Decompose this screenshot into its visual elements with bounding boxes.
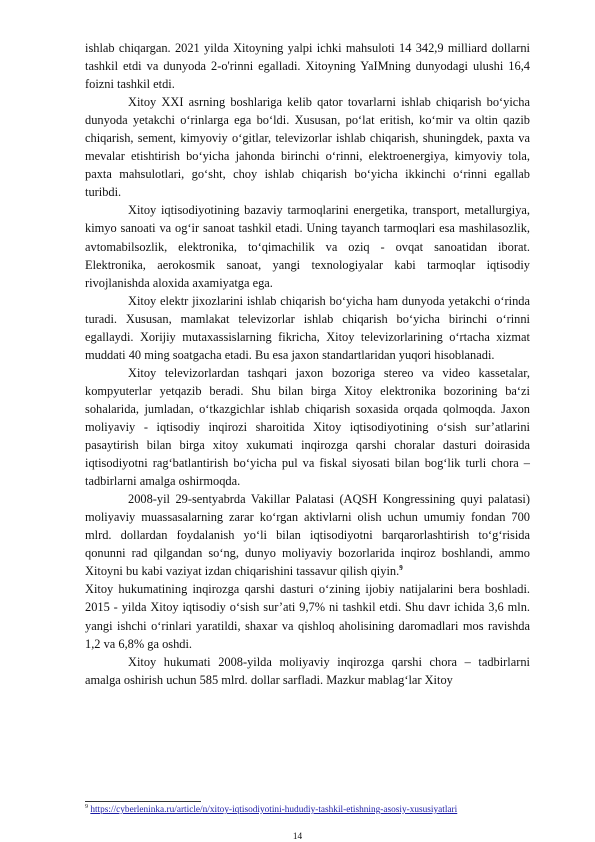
paragraph-7: Xitoy hukumatining inqirozga qarshi dasturi o‘zining ijobiy natijalarini bera boshladi. 2015 - yilda Xitoy iqtisodiy o‘sish sur’ati 9,7% ni tashkil etdi. Shu davr ichida 3,6 mln. yangi ishchi o‘rinlari yaratildi, shaxar va qishloq aholisining daromadlari mos ravishda 1,2 va 6,8% ga oshdi.	[85, 582, 530, 651]
paragraph-3: Xitoy iqtisodiyotining bazaviy tarmoqlarini energetika, transport, metallurgiya, kimyo sanoati va og‘ir sanoat tashkil etadi. Uning tayanch tarmoqlari esa mashilasozlik, avtomabilsozlik, elektronika, to‘qimachilik va oziq - ovqat sanoatidan iborat. Elektronika, aerokosmik sanoat, yangi texnologiyalar kabi tarmoqlar iqtisodiy rivojlanishda aloxida axamiyatga ega.	[85, 203, 530, 290]
footnote-link[interactable]: https://cyberleninka.ru/article/n/xitoy-iqtisodiyotini-hududiy-tashkil-etishning-asosiy-xususiyatlari	[90, 805, 458, 815]
page-number: 14	[292, 832, 303, 842]
paragraph-6-text: 2008-yil 29-sentyabrda Vakillar Palatasi (AQSH Kongressining quyi palatasi) moliyaviy muassasalarning zarar ko‘rgan aktivlarni olish uchun umumiy fondan 700 mlrd. dollardan foydalanish yo‘li bilan iqtisodiyotni barqarorlashtirish to‘g‘risida qonunni rad qilgandan so‘ng, dunyo moliyaviy bozorlarida inqiroz boshlandi, ammo Xitoyni bu kabi vaziyat izdan chiqarishini tassavur qilish qiyin.	[85, 492, 530, 579]
footnote	[85, 805, 530, 817]
paragraph-6	[85, 490, 530, 580]
footnote-separator	[85, 801, 201, 802]
paragraph-8: Xitoy hukumati 2008-yilda moliyaviy inqirozga qarshi chora – tadbirlarni amalga oshirish uchun 585 mlrd. dollar sarfladi. Mazkur mablag‘lar Xitoy	[85, 654, 530, 687]
footnote-marker: 9	[85, 803, 88, 810]
paragraph-2: Xitoy XXI asrning boshlariga kelib qator tovarlarni ishlab chiqarish bo‘yicha dunyoda yetakchi o‘rinlarga ega bo‘ldi. Xususan, po‘lat eritish, ko‘mir va oltin qazib chiqarish, sement, kimyoviy o‘gitlar, televizorlar ishlab chiqarish, shuningdek, paxta va mevalar etishtirish bo‘yicha jahonda birinchi o‘rinni, elektroenergiya, kimyoviy tola, paxta mahsulotlari, go‘sht, choy ishlab chiqarish bo‘yicha ikkinchi o‘rinni egallab turibdi.	[85, 95, 530, 200]
page-body	[85, 39, 530, 689]
paragraph-5: Xitoy televizorlardan tashqari jaxon bozoriga stereo va video kassetalar, kompyuterlar yetqazib beradi. Shu bilan birga Xitoy elektronika bozorining ba‘zi sohalarida, jumladan, o‘tkazgichlar ishlab chiqarish soxasida orqada qolmoqda. Jaxon moliyaviy - iqtisodiy inqirozi sharoitida Xitoy iqtisodiyotining o‘sish sur’atlarini pasaytirish bilan birga xitoy xukumati inqirozga qarshi choralar dasturi doirasida iqtisodiyotni rag‘batlantirish bo‘yicha pul va fiskal siyosati bilan bog‘lik turli chora – tadbirlarni amalga oshirmoqda.	[85, 365, 530, 489]
footnote-reference[interactable]: 9	[399, 564, 403, 573]
paragraph-1: ishlab chiqargan. 2021 yilda Xitoyning yalpi ichki mahsuloti 14 342,9 milliard dollarni tashkil etdi va dunyoda 2-o'rinni egalladi. Xitoyning YaIMning dunyodagi ulushi 16,4 foizni tashkil etdi.	[85, 41, 530, 92]
paragraph-4: Xitoy elektr jixozlarini ishlab chiqarish bo‘yicha ham dunyoda yetakchi o‘rinda turadi. Xususan, mamlakat televizorlar ishlab chiqarish bo‘yicha birinchi o‘rinni egallaydi. Xorijiy mutaxassislarning fikricha, Xitoy televizorlarining o‘rtacha xizmat muddati 40 ming soatgacha etadi. Bu esa jaxon standartlaridan yuqori hisoblanadi.	[85, 293, 530, 362]
